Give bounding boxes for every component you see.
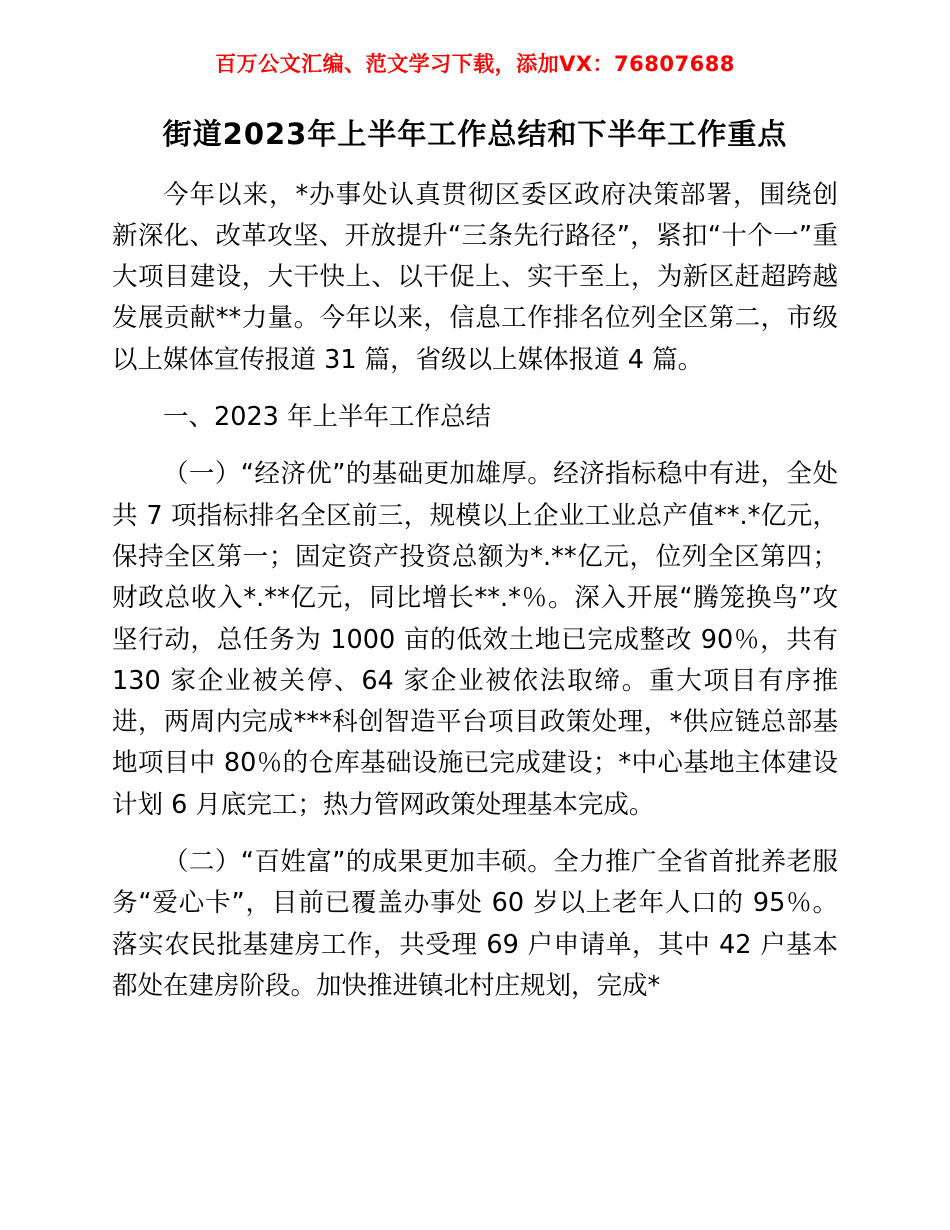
section-heading-one: 一、2023 年上半年工作总结	[163, 402, 492, 433]
paragraph-intro: 今年以来，*办事处认真贯彻区委区政府决策部署，围绕创新深化、改革攻坚、开放提升“三条先行路径”，紧扣“十个一”重大项目建设，大干快上、以干促上、实干至上，为新区赶超跨越发展贡献**力量。今年以来，信息工作排名位列全区第二，市级以上媒体宣传报道 31 篇，省级以上媒体报道 4 篇。	[112, 179, 838, 375]
promo-banner: 百万公文汇编、范文学习下载，添加VX：76807688	[215, 52, 735, 76]
paragraph-item-1: （一）“经济优”的基础更加雄厚。经济指标稳中有进，全处共 7 项指标排名全区前三，规模以上企业工业总产值**.*亿元，保持全区第一；固定资产投资总额为*.**亿元，位列全区第四；财政总收入*.**亿元，同比增长**.*％。深入开展“腾笼换鸟”攻坚行动，总任务为 1000 亩的低效土地已完成整改 90％，共有 130 家企业被关停、64 家企业被依法取缔。重大项目有序推进，两周内完成***科创智造平台项目政策处理，*供应链总部基地项目中 80％的仓库基础设施已完成建设；*中心基地主体建设计划 6 月底完工；热力管网政策处理基本完成。	[112, 459, 838, 820]
page-title: 街道2023年上半年工作总结和下半年工作重点	[162, 117, 788, 151]
paragraph-item-2: （二）“百姓富”的成果更加丰硕。全力推广全省首批养老服务“爱心卡”，目前已覆盖办事处 60 岁以上老年人口的 95％。落实农民批基建房工作，共受理 69 户申请单，其中 42 户基本都处在建房阶段。加快推进镇北村庄规划，完成*	[112, 847, 838, 1001]
